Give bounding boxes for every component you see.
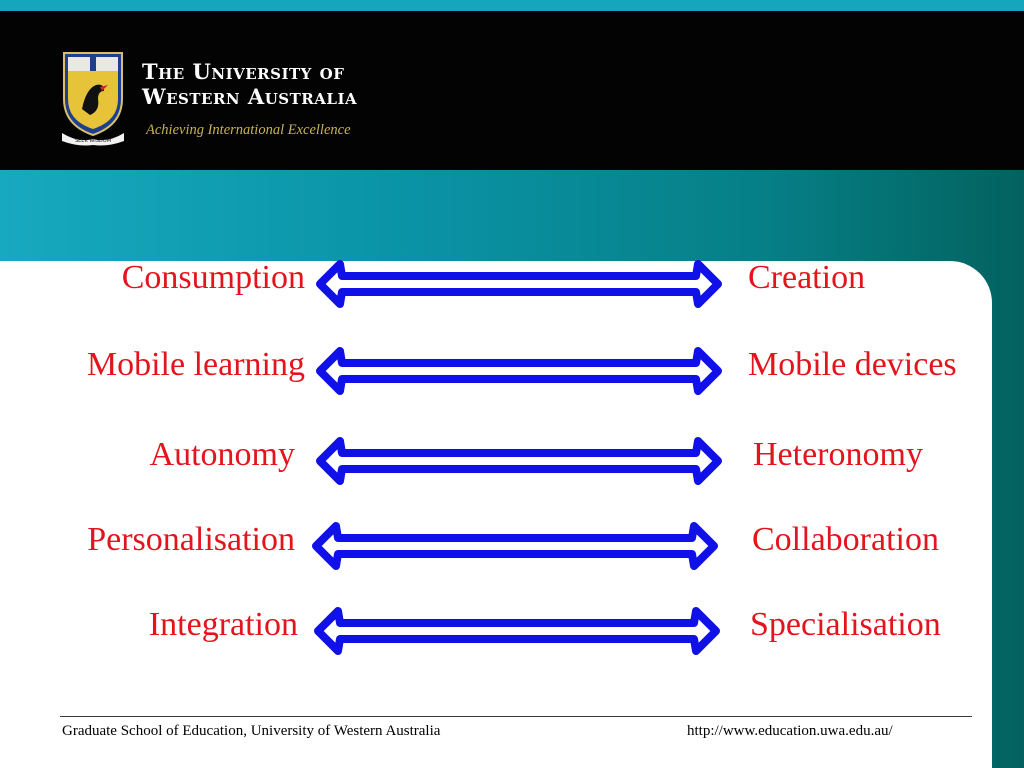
left-term: Personalisation (87, 521, 295, 558)
double-arrow-icon (314, 436, 724, 486)
left-term: Consumption (121, 259, 305, 296)
footer-school: Graduate School of Education, University of Western Australia (62, 723, 441, 739)
left-term: Integration (148, 606, 298, 643)
top-accent-strip (0, 0, 1024, 11)
right-term: Mobile devices (748, 346, 957, 383)
double-arrow-icon (314, 346, 724, 396)
tagline: Achieving International Excellence (146, 122, 351, 138)
header-banner (0, 11, 1024, 170)
double-arrow-icon (314, 259, 724, 309)
university-name-line2: Western Australia (142, 84, 358, 109)
right-term: Specialisation (750, 606, 941, 643)
left-term: Autonomy (149, 436, 295, 473)
university-crest-icon (60, 49, 126, 147)
left-term: Mobile learning (86, 346, 305, 383)
right-term: Collaboration (752, 521, 939, 558)
footer-url: http://www.education.uwa.edu.au/ (687, 723, 893, 739)
crest-motto: SEEK WISDOM (74, 138, 112, 144)
footer-divider (60, 716, 972, 717)
double-arrow-icon (312, 606, 722, 656)
university-name (142, 59, 357, 109)
right-term: Heteronomy (753, 436, 923, 473)
right-term: Creation (748, 259, 866, 296)
university-name-line1: The University of (142, 59, 345, 84)
content-panel (0, 261, 992, 768)
double-arrow-icon (310, 521, 720, 571)
